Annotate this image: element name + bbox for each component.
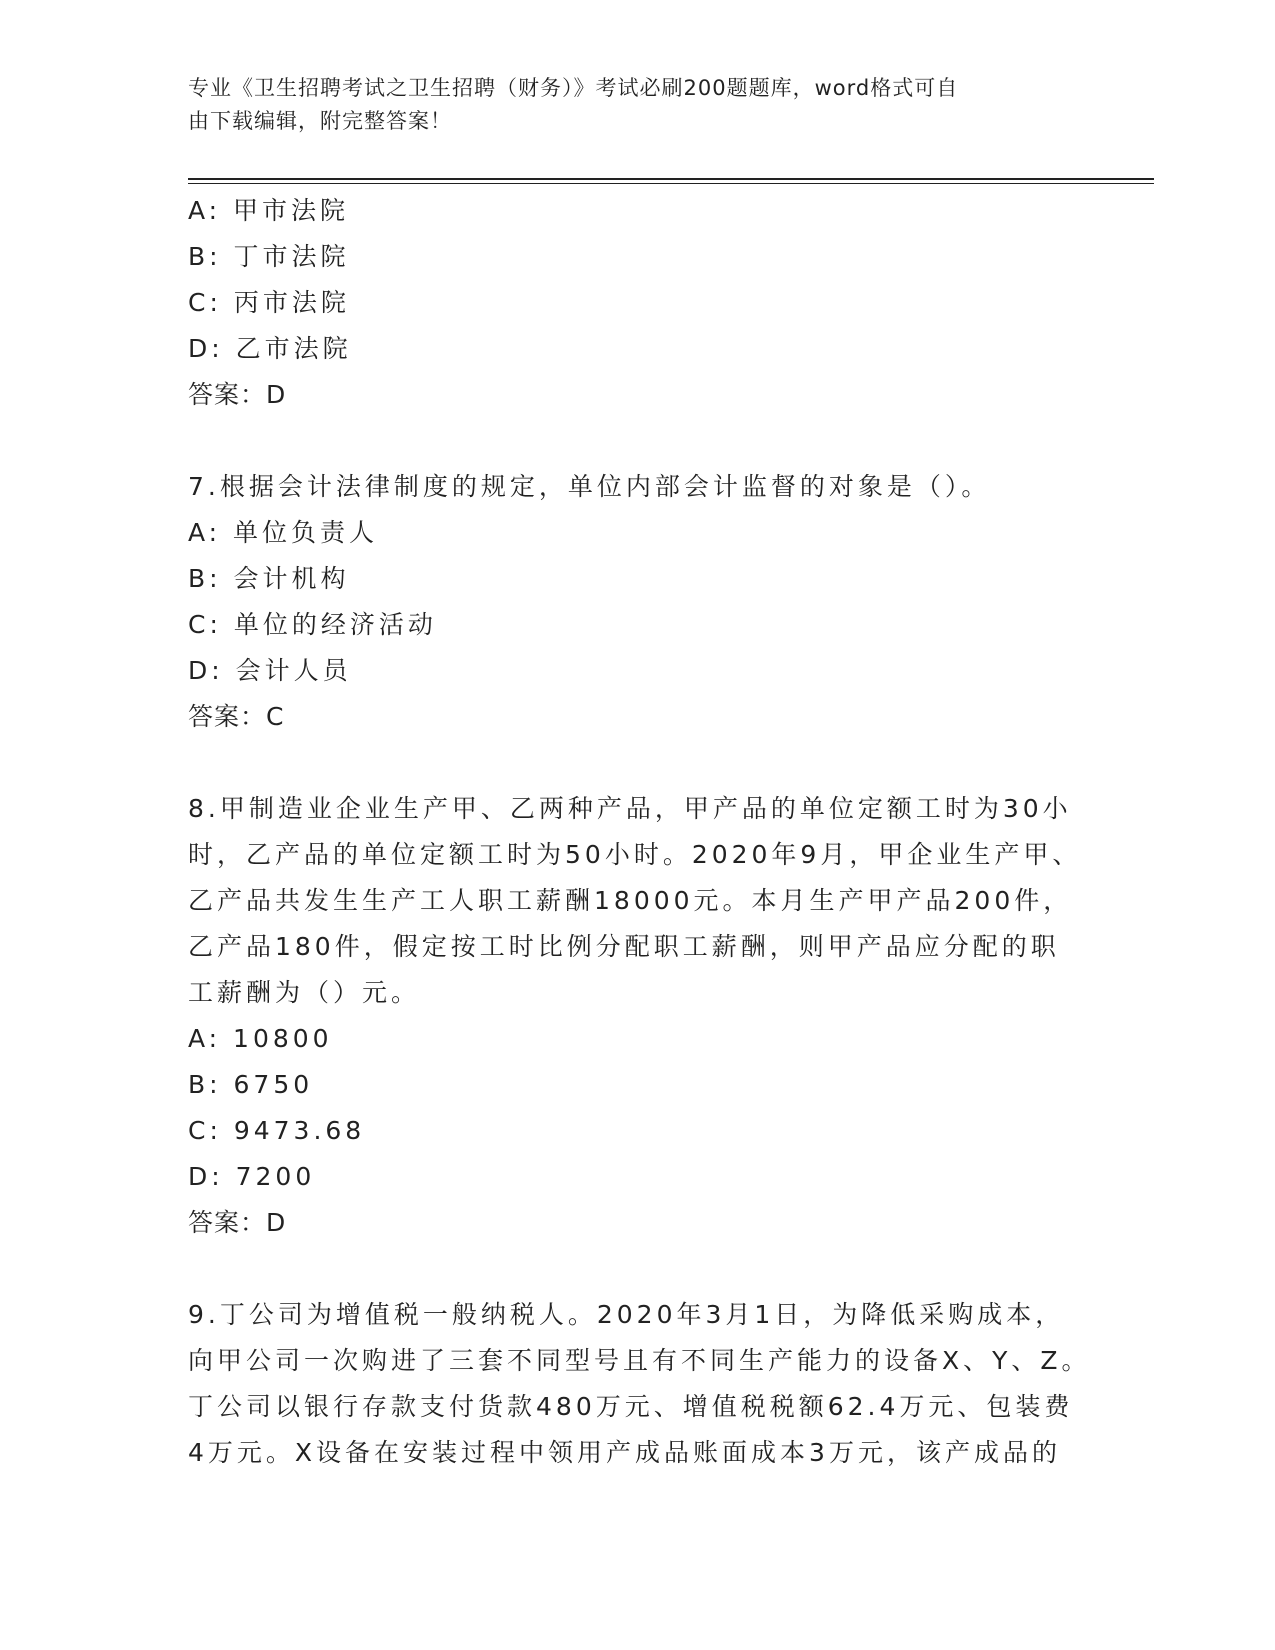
question-stem-line: 4万元。X设备在安装过程中领用产成品账面成本3万元，该产成品的 [188,1438,1061,1467]
spacer [188,740,1088,786]
answer: 答案：D [188,380,287,409]
question-stem-line: 工薪酬为（）元。 [188,978,421,1007]
header-line-1: 专业《卫生招聘考试之卫生招聘（财务）》考试必刷200题题库，word格式可自 [188,76,959,100]
question-stem-line: 丁公司以银行存款支付货款480万元、增值税税额62.4万元、包装费 [188,1392,1074,1421]
question-stem-line: 乙产品180件，假定按工时比例分配职工薪酬，则甲产品应分配的职 [188,932,1060,961]
option-a: A: 单位负责人 [188,518,379,547]
header-rule-thin [188,183,1154,184]
option-a: A: 甲市法院 [188,196,350,225]
document-header [188,72,1088,138]
question-stem-line: 时，乙产品的单位定额工时为50小时。2020年9月，甲企业生产甲、 [188,840,1082,869]
question-6 [188,188,1088,418]
option-c: C: 单位的经济活动 [188,610,437,639]
option-d: D: 7200 [188,1162,316,1191]
question-9 [188,1292,1091,1476]
question-stem-line: 9.丁公司为增值税一般纳税人。2020年3月1日，为降低采购成本， [188,1300,1065,1329]
option-b: B: 丁市法院 [188,242,350,271]
option-a: A: 10800 [188,1024,333,1053]
option-d: D: 乙市法院 [188,334,352,363]
answer: 答案：D [188,1208,287,1237]
option-c: C: 9473.68 [188,1116,366,1145]
option-b: B: 会计机构 [188,564,350,593]
answer: 答案：C [188,702,285,731]
question-stem-line: 乙产品共发生生产工人职工薪酬18000元。本月生产甲产品200件， [188,886,1073,915]
header-line-2: 由下载编辑，附完整答案！ [188,109,452,133]
question-stem-line: 8.甲制造业企业生产甲、乙两种产品，甲产品的单位定额工时为30小 [188,794,1072,823]
question-8 [188,786,1088,1246]
option-d: D: 会计人员 [188,656,352,685]
spacer [188,1246,1088,1292]
option-c: C: 丙市法院 [188,288,350,317]
header-rule-thick [188,178,1154,180]
spacer [188,418,1088,464]
question-stem-line: 向甲公司一次购进了三套不同型号且有不同生产能力的设备X、Y、Z。 [188,1346,1091,1375]
document-body [188,188,1091,1476]
question-7 [188,464,1088,740]
option-b: B: 6750 [188,1070,314,1099]
question-stem-line: 7.根据会计法律制度的规定，单位内部会计监督的对象是（）。 [188,472,991,501]
